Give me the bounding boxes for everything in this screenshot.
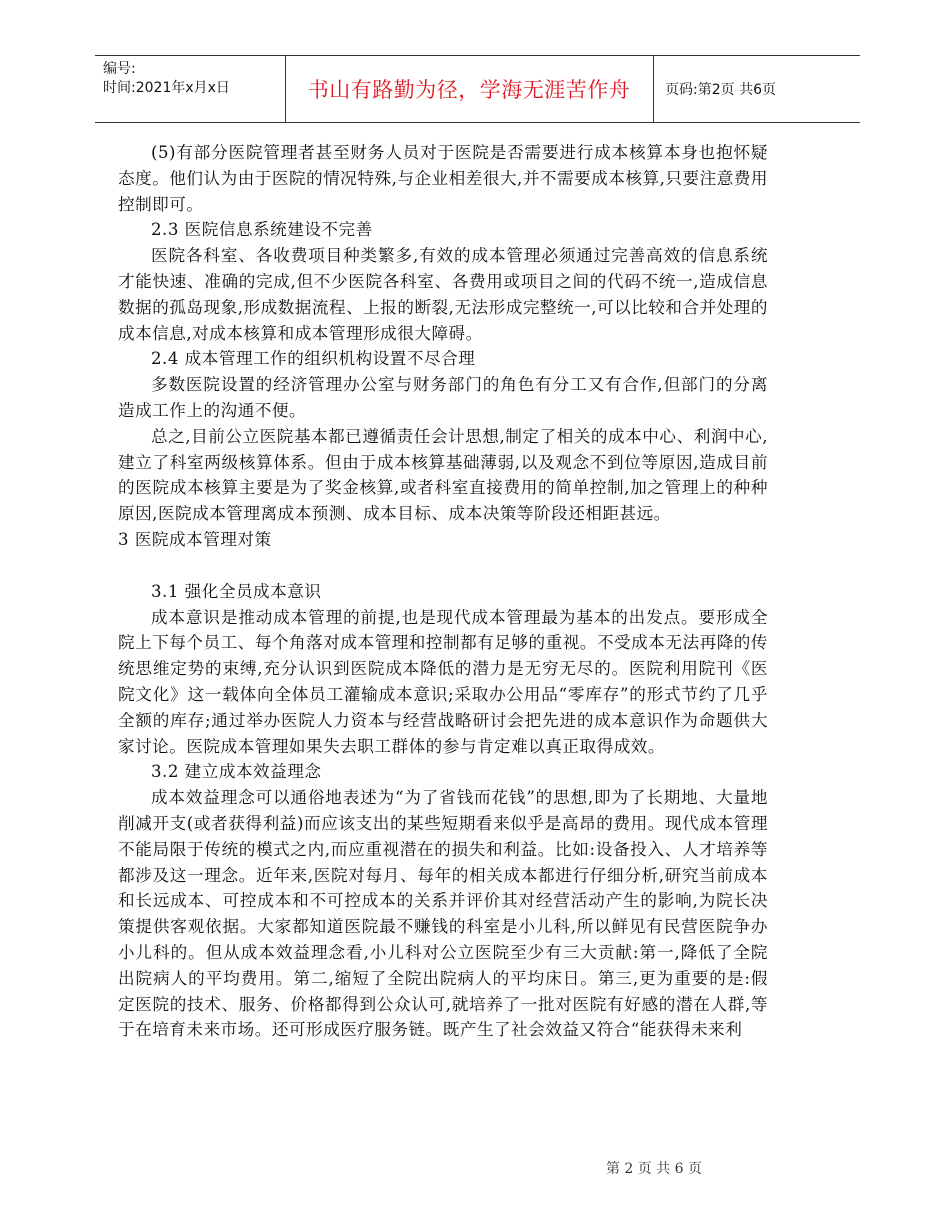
paragraph-organization: 多数医院设置的经济管理办公室与财务部门的角色有分工又有合作,但部门的分离造成工作上的沟通不便。 xyxy=(118,375,768,420)
header-motto: 书山有路勤为径，学海无涯苦作舟 xyxy=(307,78,631,102)
document-body xyxy=(118,140,768,1043)
section-heading-3: 3 医院成本管理对策 xyxy=(118,529,272,549)
header-page-info: 页码:第2页 共6页 xyxy=(665,82,776,98)
paragraph-cost-awareness: 成本意识是推动成本管理的前提,也是现代成本管理最为基本的出发点。要形成全院上下每个员工、每个角落对成本管理和控制都有足够的重视。不受成本无法再降的传统思维定势的束缚,充分认识到医院成本降低的潜力是无穷无尽的。医院利用院刊《医院文化》这一载体向全体员工灌输成本意识;采取办公用品“零库存”的形式节约了几乎全额的库存;通过举办医院人力资本与经营战略研讨会把先进的成本意识作为命题供大家讨论。医院成本管理如果失去职工群体的参与肯定难以真正取得成效。 xyxy=(118,607,768,756)
section-heading-3-1: 3.1 强化全员成本意识 xyxy=(151,581,322,601)
section-heading-3-2: 3.2 建立成本效益理念 xyxy=(151,762,322,782)
paragraph-info-system: 医院各科室、各收费项目种类繁多,有效的成本管理必须通过完善高效的信息系统才能快速、准确的完成,但不少医院各科室、各费用或项目之间的代码不统一,造成信息数据的孤岛现象,形成数据流程、上报的断裂,无法形成完整统一,可以比较和合并处理的成本信息,对成本核算和成本管理形成很大障碍。 xyxy=(118,246,768,343)
document-number-label: 编号: xyxy=(103,61,136,77)
paragraph-cost-benefit: 成本效益理念可以通俗地表述为“为了省钱而花钱”的思想,即为了长期地、大量地削减开支(或者获得利益)而应该支出的某些短期看来似乎是高昂的费用。现代成本管理不能局限于传统的模式之内,而应重视潜在的损失和利益。比如:设备投入、人才培养等都涉及这一理念。近年来,医院对每月、每年的相关成本都进行仔细分析,研究当前成本和长远成本、可控成本和不可控成本的关系并评价其对经营活动产生的影响,为院长决策提供客观依据。大家都知道医院最不赚钱的科室是小儿科,所以鲜见有民营医院争办小儿科的。但从成本效益理念看,小儿科对公立医院至少有三大贡献:第一,降低了全院出院病人的平均费用。第二,缩短了全院出院病人的平均床日。第三,更为重要的是:假定医院的技术、服务、价格都得到公众认可,就培养了一批对医院有好感的潜在人群,等于在培育未来市场。还可形成医疗服务链。既产生了社会效益又符合“能获得未来利 xyxy=(118,788,768,1040)
page-footer: 第 2 页 共 6 页 xyxy=(605,1161,702,1177)
document-time-label: 时间:2021年x月x日 xyxy=(103,80,230,96)
section-heading-2-4: 2.4 成本管理工作的组织机构设置不尽合理 xyxy=(151,349,476,369)
header-meta xyxy=(103,60,230,98)
header-divider-right xyxy=(653,56,654,122)
paragraph-doubt-on-costing: (5)有部分医院管理者甚至财务人员对于医院是否需要进行成本核算本身也抱怀疑态度。他们认为由于医院的情况特殊,与企业相差很大,并不需要成本核算,只要注意费用控制即可。 xyxy=(118,143,768,214)
page-header xyxy=(95,55,860,123)
blank-line xyxy=(118,553,768,579)
paragraph-summary: 总之,目前公立医院基本都已遵循责任会计思想,制定了相关的成本中心、利润中心,建立了科室两级核算体系。但由于成本核算基础薄弱,以及观念不到位等原因,造成目前的医院成本核算主要是为了奖金核算,或者科室直接费用的简单控制,加之管理上的种种原因,医院成本管理离成本预测、成本目标、成本决策等阶段还相距甚远。 xyxy=(118,426,768,524)
section-heading-2-3: 2.3 医院信息系统建设不完善 xyxy=(151,220,373,240)
